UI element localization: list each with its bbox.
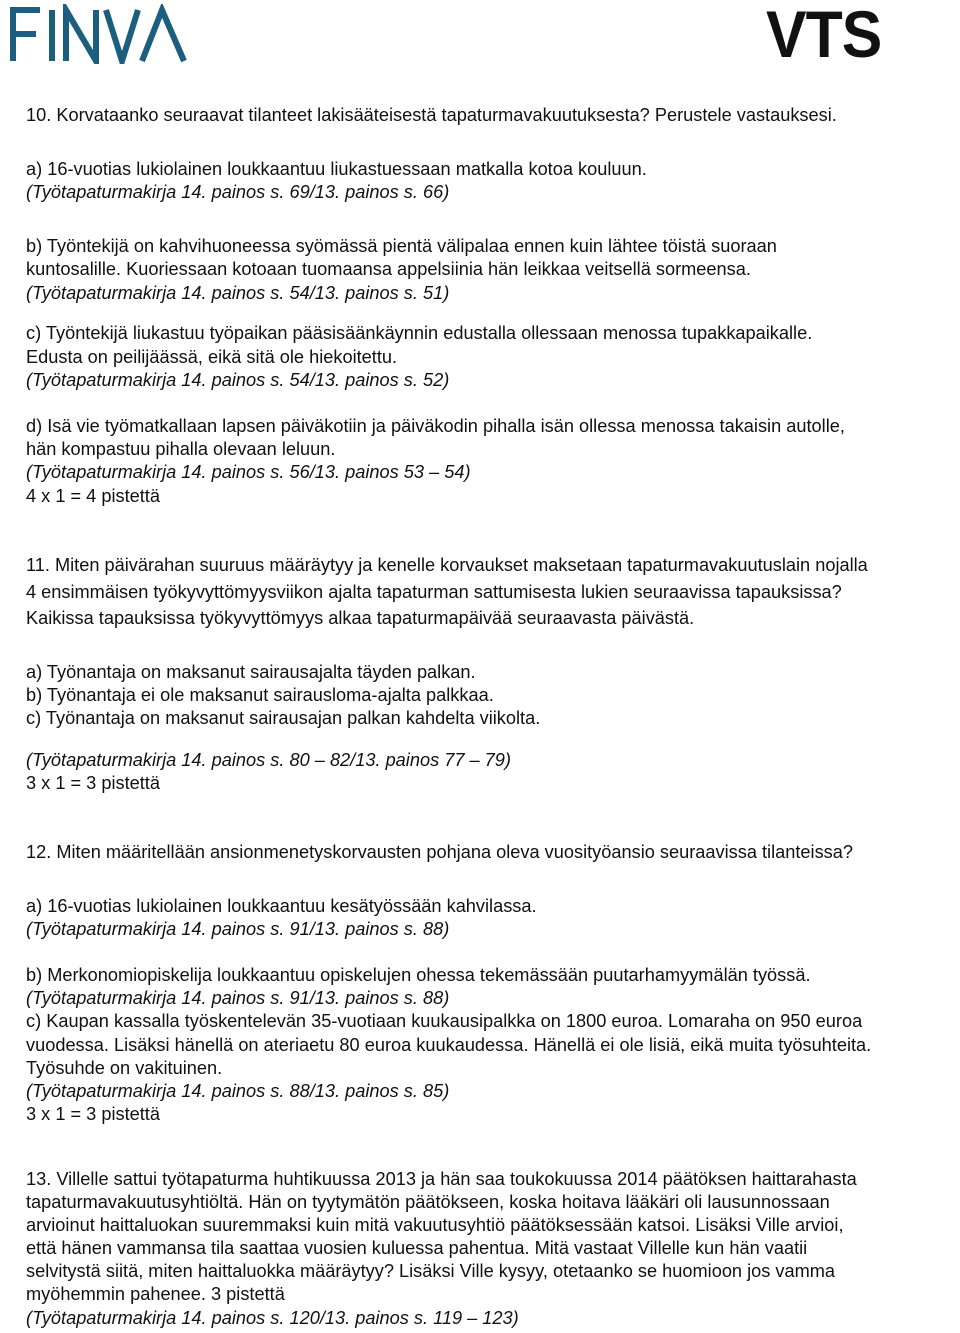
q12-c-text-line3: Työsuhde on vakituinen. bbox=[26, 1058, 223, 1078]
q13-reference: (Työtapaturmakirja 14. painos s. 120/13. painos s. 119 – 123) bbox=[26, 1308, 519, 1328]
q12-b-text: b) Merkonomiopiskelija loukkaantuu opiskelujen ohessa tekemässään puutarhamyymälän työssä. bbox=[26, 965, 811, 985]
q11-reference: (Työtapaturmakirja 14. painos s. 80 – 82/13. painos 77 – 79) bbox=[26, 750, 511, 770]
q13-question-line2: tapaturmavakuutusyhtiöltä. Hän on tyytymätön päätökseen, koska hoitava lääkäri oli lausunnossaan bbox=[26, 1192, 830, 1212]
q10-b-text-line2: kuntosalille. Kuoriessaan kotoaan tuomaansa appelsiinia hän leikkaa veitsellä sormeensa. bbox=[26, 259, 751, 279]
finva-logo bbox=[8, 4, 190, 64]
q12-c-text-line2: vuodessa. Lisäksi hänellä on ateriaetu 80 euroa kuukaudessa. Hänellä ei ole lisiä, eikä muita työsuhteita. bbox=[26, 1035, 872, 1055]
q12-c-reference: (Työtapaturmakirja 14. painos s. 88/13. painos s. 85) bbox=[26, 1081, 450, 1101]
vts-logo bbox=[766, 0, 890, 71]
q10-c-reference: (Työtapaturmakirja 14. painos s. 54/13. painos s. 52) bbox=[26, 370, 450, 390]
q13-question-line4: että hänen vammansa tila saattaa vuosien kuluessa pahentua. Mitä vastaat Villelle kun hän vaatii bbox=[26, 1238, 808, 1258]
q10-a-reference: (Työtapaturmakirja 14. painos s. 69/13. painos s. 66) bbox=[26, 182, 450, 202]
q11-c-text: c) Työnantaja on maksanut sairausajan palkan kahdelta viikolta. bbox=[26, 708, 541, 728]
q10-question: 10. Korvataanko seuraavat tilanteet lakisääteisestä tapaturmavakuutuksesta? Perustele vastauksesi. bbox=[26, 105, 837, 125]
q12-c-text-line1: c) Kaupan kassalla työskentelevän 35-vuotiaan kuukausipalkka on 1800 euroa. Lomaraha on 950 euroa bbox=[26, 1011, 863, 1031]
q11-b-text: b) Työnantaja ei ole maksanut sairausloma-ajalta palkkaa. bbox=[26, 685, 494, 705]
q10-d-reference: (Työtapaturmakirja 14. painos s. 56/13. painos 53 – 54) bbox=[26, 462, 471, 482]
q13-question-line5: selvitystä siitä, miten haittaluokka määräytyy? Lisäksi Ville kysyy, otetaanko se huomioon jos vamma bbox=[26, 1261, 836, 1281]
q11-question-line2: 4 ensimmäisen työkyvyttömyysviikon ajalta tapaturman sattumisesta lukien seuraavissa tapauksissa? bbox=[26, 582, 842, 602]
q10-points: 4 x 1 = 4 pistettä bbox=[26, 486, 160, 506]
q10-b-reference: (Työtapaturmakirja 14. painos s. 54/13. painos s. 51) bbox=[26, 283, 450, 303]
q12-a-text: a) 16-vuotias lukiolainen loukkaantuu kesätyössään kahvilassa. bbox=[26, 896, 537, 916]
q10-d-text-line2: hän kompastuu pihalla olevaan leluun. bbox=[26, 439, 336, 459]
q13-question-line3: arvioinut haittaluokan suuremmaksi kuin mitä vakuutusyhtiö päätöksessään katsoi. Lisäksi Ville arvioi, bbox=[26, 1215, 844, 1235]
q12-a-reference: (Työtapaturmakirja 14. painos s. 91/13. painos s. 88) bbox=[26, 919, 450, 939]
vts-logo-text: VTS bbox=[766, 0, 882, 71]
q10-b-text-line1: b) Työntekijä on kahvihuoneessa syömässä pientä välipalaa ennen kuin lähtee töistä suoraan bbox=[26, 236, 777, 256]
q13-question-line6: myöhemmin pahenee. 3 pistettä bbox=[26, 1284, 285, 1304]
q12-points: 3 x 1 = 3 pistettä bbox=[26, 1104, 160, 1124]
finva-logo-mark bbox=[8, 4, 190, 64]
q12-question: 12. Miten määritellään ansionmenetyskorvausten pohjana oleva vuosityöansio seuraavissa tilanteissa? bbox=[26, 842, 853, 862]
q11-a-text: a) Työnantaja on maksanut sairausajalta täyden palkan. bbox=[26, 662, 476, 682]
q10-a-text: a) 16-vuotias lukiolainen loukkaantuu liukastuessaan matkalla kotoa kouluun. bbox=[26, 159, 647, 179]
q11-question-line1: 11. Miten päivärahan suuruus määräytyy ja kenelle korvaukset maksetaan tapaturmavakuutuslain nojalla bbox=[26, 555, 868, 575]
q10-c-text-line2: Edusta on peilijäässä, eikä sitä ole hiekoitettu. bbox=[26, 347, 398, 367]
q13-question-line1: 13. Villelle sattui työtapaturma huhtikuussa 2013 ja hän saa toukokuussa 2014 päätöksen haittarahasta bbox=[26, 1169, 857, 1189]
q11-question-line3: Kaikissa tapauksissa työkyvyttömyys alkaa tapaturmapäivää seuraavasta päivästä. bbox=[26, 608, 695, 628]
q12-b-reference: (Työtapaturmakirja 14. painos s. 91/13. painos s. 88) bbox=[26, 988, 450, 1008]
q11-points: 3 x 1 = 3 pistettä bbox=[26, 773, 160, 793]
q10-c-text-line1: c) Työntekijä liukastuu työpaikan pääsisäänkäynnin edustalla ollessaan menossa tupakkapaikalle. bbox=[26, 323, 813, 343]
q10-d-text-line1: d) Isä vie työmatkallaan lapsen päiväkotiin ja päiväkodin pihalla isän ollessa menossa takaisin autolle, bbox=[26, 416, 845, 436]
